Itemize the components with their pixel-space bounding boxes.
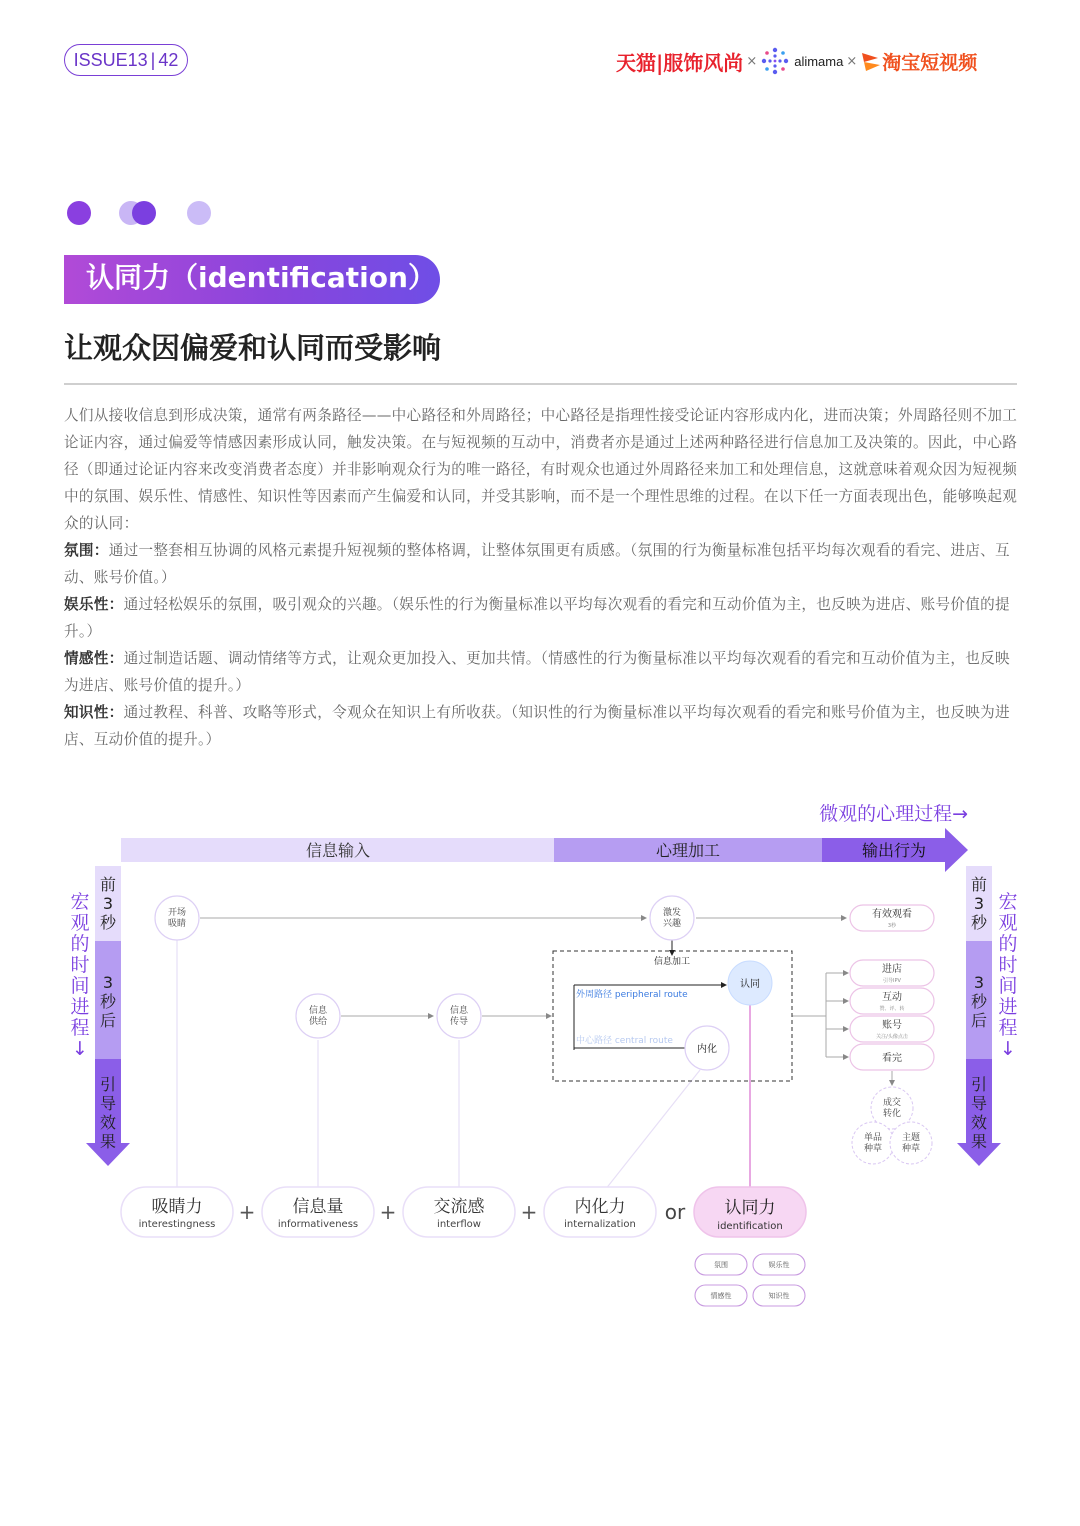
time-stage-label: 3 秒后 [99, 973, 117, 1030]
factor-en: identification [717, 1221, 783, 1232]
dot-icon [132, 201, 156, 225]
issue-label: ISSUE13 [73, 49, 148, 70]
node-label: 成交转化 [882, 1098, 902, 1119]
factor-zh: 内化力 [574, 1197, 626, 1217]
divider [64, 383, 1017, 385]
output-sub: 3秒 [887, 923, 897, 929]
node-spread [437, 994, 481, 1038]
factor-en: interflow [437, 1219, 481, 1230]
list-item [64, 537, 1018, 591]
node-label: 主题种草 [901, 1133, 921, 1154]
item-text: 通过制造话题、调动情绪等方式，让观众更加投入、更加共情。（情感性的行为衡量标准以平均每次观看的看完和互动价值为主，也反映为进店、账号价值的提升。） [64, 650, 1010, 694]
tag-label: 情感性 [710, 1292, 732, 1300]
phase-label: 信息输入 [305, 841, 371, 860]
macro-axis-title: 宏观的时间进程↓ [70, 891, 90, 1060]
list-item [64, 591, 1018, 645]
node-label: 开场吸睛 [167, 908, 187, 929]
node-label: 单品种草 [863, 1133, 883, 1154]
processing-label: 信息加工 [653, 957, 691, 967]
central-route-label: 中心路径 central route [576, 1036, 673, 1046]
node-attract [155, 896, 199, 940]
item-text: 通过教程、科普、攻略等形式，令观众在知识上有所收获。（知识性的行为衡量标准以平均每次观看的看完和账号价值为主，也反映为进店、互动价值的提升。） [64, 704, 1010, 748]
list-item [64, 699, 1018, 753]
output-sub: 引导IPV [883, 978, 901, 984]
output-sub: 赞、评、转 [879, 1006, 905, 1012]
factor-en: internalization [564, 1219, 636, 1230]
time-stage-label: 前 3 秒 [99, 875, 117, 932]
separator: × [746, 53, 758, 69]
tag-label: 娱乐性 [768, 1261, 790, 1269]
phase-label: 输出行为 [861, 841, 927, 860]
page-number: 42 [158, 49, 179, 70]
time-stage-label: 引导效果 [970, 1075, 988, 1151]
item-term: 娱乐性： [64, 596, 124, 613]
peripheral-route-label: 外周路径 peripheral route [576, 990, 688, 1000]
output-title: 有效观看 [872, 909, 912, 920]
plus-sign: + [379, 1200, 397, 1224]
single-item-node [852, 1122, 894, 1164]
or-label: or [664, 1200, 686, 1224]
output-title: 账号 [882, 1020, 902, 1031]
micro-process-title: 微观的心理过程→ [819, 803, 968, 825]
node-label: 认同 [740, 979, 760, 990]
item-term: 情感性： [64, 650, 124, 667]
item-text: 通过一整套相互协调的风格元素提升短视频的整体格调，让整体氛围更有质感。（氛围的行为衡量标准包括平均每次观看的看完、进店、互动、账号价值。） [64, 542, 1010, 586]
alimama-icon [760, 46, 790, 76]
tag-label: 知识性 [768, 1292, 790, 1300]
section-heading: 认同力（identification） [86, 261, 436, 294]
factor-zh: 吸睛力 [151, 1197, 203, 1217]
time-stage-label: 前 3 秒 [970, 875, 988, 932]
output-title: 进店 [882, 964, 902, 975]
output-title: 互动 [882, 992, 902, 1003]
issue-badge: ISSUE13 | 42 [64, 44, 188, 76]
brand-logos [616, 44, 977, 78]
node-label: 信息供给 [308, 1006, 328, 1027]
taobao-video-logo: 淘宝短视频 [882, 51, 978, 74]
tag-label: 氛围 [714, 1261, 728, 1269]
node-label: 内化 [697, 1044, 717, 1055]
node-supply [296, 994, 340, 1038]
process-diagram [0, 790, 1080, 1320]
section-subtitle: 让观众因偏爱和认同而受影响 [64, 331, 442, 365]
factor-en: interestingness [138, 1219, 216, 1230]
item-term: 知识性： [64, 704, 124, 721]
output-sub: 关注/头像点击 [876, 1034, 908, 1040]
list-item [64, 645, 1018, 699]
dot-icon [67, 201, 91, 225]
time-stage-label: 3 秒后 [970, 973, 988, 1030]
node-label: 信息传导 [449, 1006, 469, 1027]
plus-sign: + [520, 1200, 538, 1224]
output-title: 看完 [882, 1053, 902, 1064]
node-arouse [650, 896, 694, 940]
plus-sign: + [238, 1200, 256, 1224]
separator: × [846, 53, 858, 69]
item-text: 通过轻松娱乐的氛围，吸引观众的兴趣。（娱乐性的行为衡量标准以平均每次观看的看完和互动价值为主，也反映为进店、账号价值的提升。） [64, 596, 1010, 640]
factor-zh: 认同力 [724, 1198, 776, 1218]
dot-icon [187, 201, 211, 225]
macro-axis-title: 宏观的时间进程↓ [998, 891, 1018, 1060]
factor-en: informativeness [277, 1219, 359, 1230]
theme-node [890, 1122, 932, 1164]
item-term: 氛围： [64, 542, 109, 559]
intro-paragraph: 人们从接收信息到形成决策，通常有两条路径——中心路径和外周路径；中心路径是指理性接受论证内容形成内化，进而决策；外周路径则不加工论证内容，通过偏爱等情感因素形成认同，触发决策。在与短视频的互动中，消费者亦是通过上述两种路径进行信息加工及决策的。因此，中心路径（即通过论证内容来改变消费者态度）并非影响观众行为的唯一路径，有时观众也通过外周路径来加工和处理信息，这就意味着观众因为短视频中的氛围、娱乐性、情感性、知识性等因素而产生偏爱和认同，并受其影响，而不是一个理性思维的过程。在以下任一方面表现出色，能够唤起观众的认同： [64, 407, 1018, 532]
factor-zh: 信息量 [292, 1197, 344, 1217]
taobao-video-icon [860, 49, 882, 73]
phase-label: 心理加工 [655, 841, 721, 860]
node-label: 激发兴趣 [662, 908, 682, 929]
time-stage-label: 引导效果 [99, 1075, 117, 1151]
alimama-logo: alimama [794, 53, 844, 69]
factor-zh: 交流感 [433, 1197, 485, 1217]
tmall-logo: 天猫|服饰风尚 [616, 50, 744, 75]
